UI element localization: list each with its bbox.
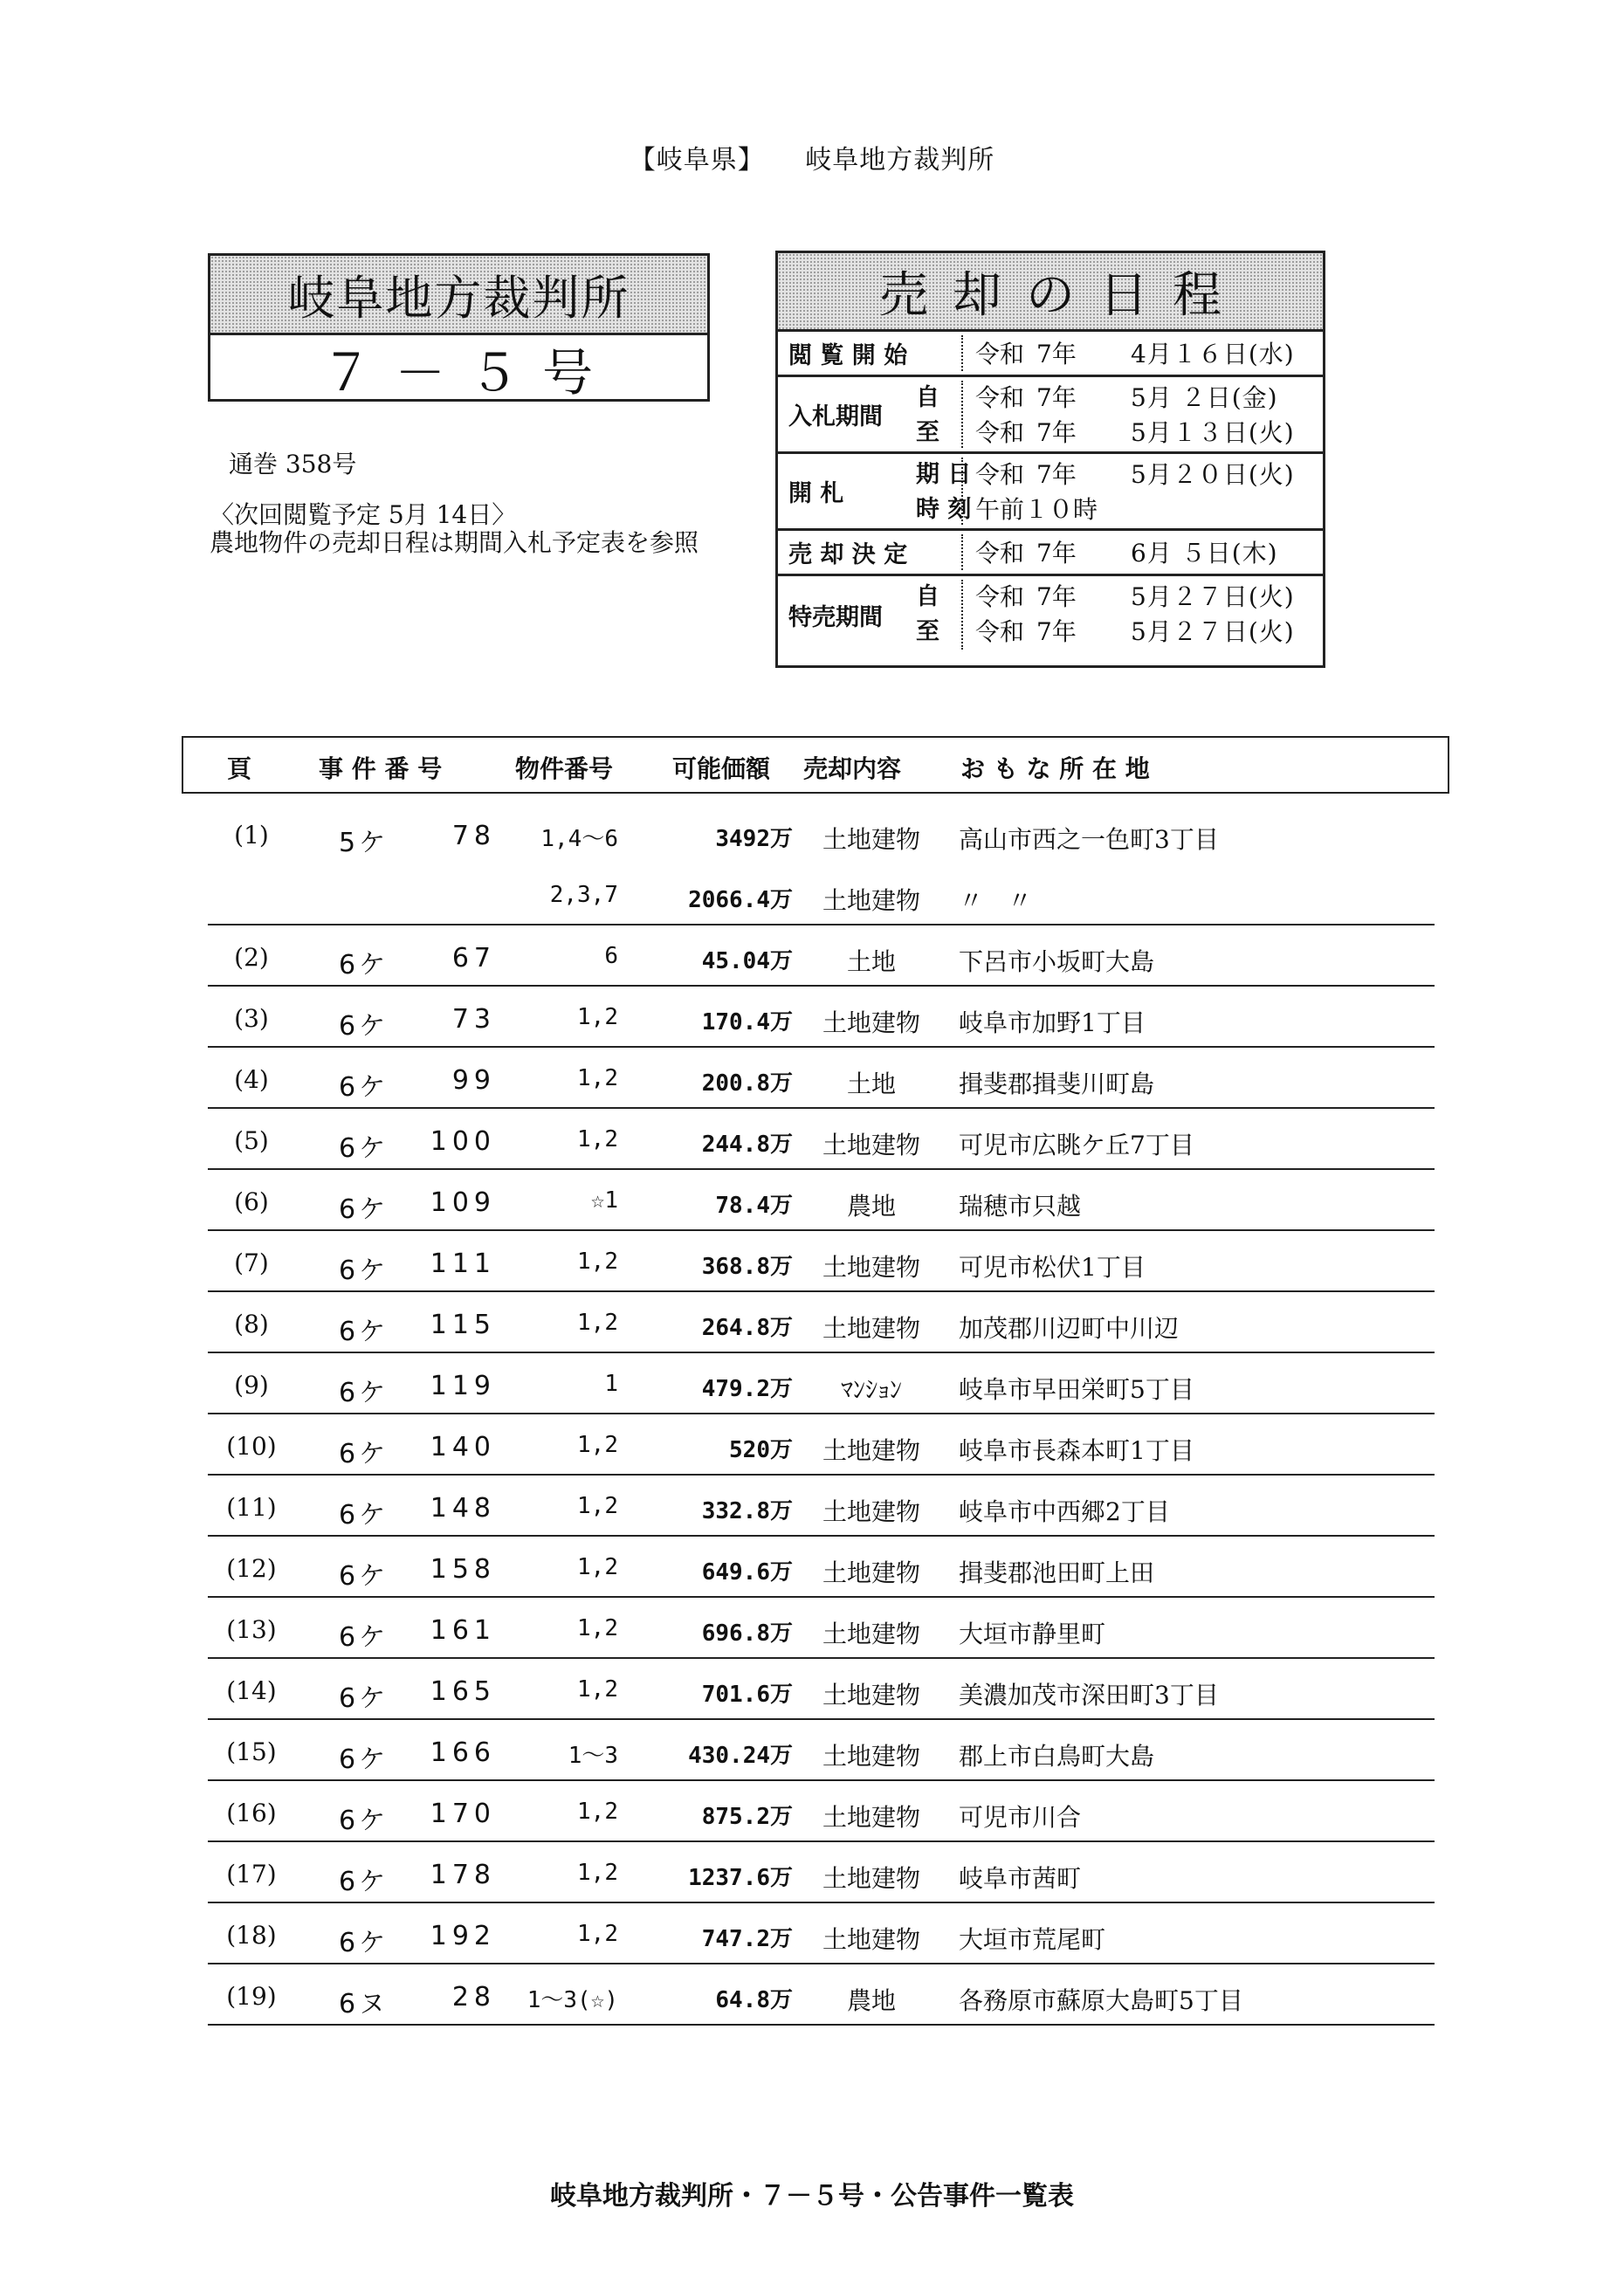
sale-type-cell: 土地建物 <box>822 1803 920 1832</box>
item-number-cell: 2,3,7 <box>549 882 618 908</box>
schedule-era: 令和 <box>975 617 1025 646</box>
location-cell: 加茂郡川辺町中川辺 <box>959 1314 1180 1343</box>
item-number-cell: 1,2 <box>577 1676 618 1703</box>
header-type: 売却内容 <box>803 754 902 783</box>
price-cell: 368.8万 <box>701 1254 793 1280</box>
price-cell: 875.2万 <box>701 1804 793 1830</box>
schedule-date-line <box>975 536 1314 571</box>
schedule-date: 5月 ２日(金) <box>1131 383 1278 412</box>
sale-type-cell: 土地 <box>846 1070 896 1098</box>
schedule-year: 7年 <box>1036 418 1077 447</box>
prefecture-label: 【岐阜県】 <box>629 145 765 175</box>
location-cell: 瑞穂市只越 <box>959 1192 1082 1221</box>
court-title-box <box>208 253 710 402</box>
case-type-cell: 6ケ <box>339 1500 389 1531</box>
case-type-cell: 6ケ <box>339 1622 389 1653</box>
table-row <box>208 864 1435 925</box>
location-cell: 可児市松伏1丁目 <box>959 1253 1146 1282</box>
schedule-era: 午前１０時 <box>975 495 1098 524</box>
price-cell: 1237.6万 <box>688 1865 793 1891</box>
schedule-date: 5月１３日(火) <box>1131 418 1295 447</box>
price-cell: 479.2万 <box>701 1376 793 1402</box>
page-header <box>0 138 1624 176</box>
page-number-cell: (16) <box>226 1799 277 1827</box>
schedule-title: 売却の日程 <box>778 253 1323 332</box>
schedule-sublabel: 至 <box>916 419 939 446</box>
case-type-cell: 6ケ <box>339 1561 389 1592</box>
header-page: 頁 <box>227 754 252 783</box>
table-row <box>208 1292 1435 1353</box>
case-type-cell: 5ケ <box>339 828 389 858</box>
schedule-date: 5月２７日(火) <box>1131 617 1295 646</box>
case-number-cell: 111 <box>430 1249 496 1279</box>
case-number-cell: 99 <box>451 1065 496 1096</box>
schedule-date-line <box>975 580 1314 615</box>
price-cell: 520万 <box>729 1437 793 1463</box>
sale-schedule-box <box>775 251 1325 668</box>
location-cell: 大垣市荒尾町 <box>959 1925 1106 1954</box>
schedule-label: 開 札 <box>788 480 844 507</box>
table-row <box>208 1170 1435 1231</box>
price-cell: 701.6万 <box>701 1682 793 1708</box>
page-number-cell: (8) <box>234 1310 269 1338</box>
sale-type-cell: 土地建物 <box>822 1558 920 1587</box>
table-row <box>208 803 1435 864</box>
location-cell: 岐阜市中西郷2丁目 <box>959 1497 1170 1526</box>
schedule-year: 7年 <box>1036 460 1077 489</box>
price-cell: 200.8万 <box>701 1070 793 1097</box>
item-number-cell: 1,2 <box>577 1310 618 1336</box>
page-number-cell: (17) <box>226 1860 277 1889</box>
page-number-cell: (7) <box>234 1249 269 1277</box>
location-cell: 岐阜市加野1丁目 <box>959 1008 1146 1037</box>
price-cell: 430.24万 <box>688 1743 793 1769</box>
price-cell: 45.04万 <box>701 948 793 974</box>
sale-type-cell: 土地 <box>846 947 896 976</box>
table-row <box>208 1537 1435 1598</box>
issue-number: ７ － ５ 号 <box>320 343 597 402</box>
item-number-cell: 1,2 <box>577 1065 618 1091</box>
item-number-cell: 6 <box>604 943 618 969</box>
table-row <box>208 1353 1435 1414</box>
page-number-cell: (18) <box>226 1921 277 1950</box>
price-cell: 244.8万 <box>701 1132 793 1158</box>
schedule-sublabel: 時 刻 <box>916 496 972 523</box>
case-type-cell: 6ケ <box>339 1011 389 1042</box>
location-cell: 揖斐郡池田町上田 <box>959 1558 1155 1587</box>
price-cell: 3492万 <box>715 826 793 852</box>
case-number-cell: 158 <box>430 1554 496 1585</box>
table-row <box>208 1048 1435 1109</box>
schedule-date: 5月２０日(火) <box>1131 460 1295 489</box>
table-row <box>208 1781 1435 1842</box>
item-number-cell: 1,2 <box>577 1554 618 1580</box>
schedule-era: 令和 <box>975 383 1025 412</box>
item-number-cell: 1,4～6 <box>540 826 618 852</box>
schedule-row <box>778 332 1323 377</box>
schedule-rows <box>778 332 1323 653</box>
schedule-era: 令和 <box>975 340 1025 368</box>
next-viewing-note: 〈次回閲覧予定 5月 14日〉 <box>210 500 517 529</box>
schedule-row <box>778 576 1323 653</box>
location-cell: 〃 〃 <box>959 886 1033 915</box>
location-cell: 各務原市蘇原大島町5丁目 <box>959 1986 1243 2015</box>
item-number-cell: 1,2 <box>577 1615 618 1641</box>
schedule-values <box>975 536 1314 571</box>
table-row <box>208 1964 1435 2026</box>
schedule-sublabel: 期 日 <box>916 461 972 488</box>
item-number-cell: 1 <box>604 1371 618 1397</box>
schedule-separator <box>961 335 963 371</box>
case-type-cell: 6ヌ <box>339 1989 389 2019</box>
item-number-cell: 1～3 <box>568 1743 618 1769</box>
case-number-cell: 100 <box>430 1126 496 1157</box>
price-cell: 332.8万 <box>701 1498 793 1524</box>
schedule-era: 令和 <box>975 460 1025 489</box>
case-type-cell: 6ケ <box>339 1806 389 1836</box>
table-row <box>208 1720 1435 1781</box>
table-row <box>208 1109 1435 1170</box>
location-cell: 郡上市白鳥町大島 <box>959 1742 1155 1771</box>
schedule-separator <box>961 534 963 570</box>
item-number-cell: 1,2 <box>577 1921 618 1947</box>
sale-type-cell: 土地建物 <box>822 1314 920 1343</box>
sale-type-cell: 農地 <box>846 1986 896 2015</box>
schedule-year: 7年 <box>1036 340 1077 368</box>
page-number-cell: (14) <box>226 1676 277 1705</box>
case-number-cell: 192 <box>430 1921 496 1951</box>
schedule-values <box>975 458 1314 527</box>
schedule-separator <box>961 381 963 448</box>
case-type-cell: 6ケ <box>339 1439 389 1469</box>
page-number-cell: (10) <box>226 1432 277 1461</box>
table-row <box>208 987 1435 1048</box>
case-type-cell: 6ケ <box>339 1378 389 1408</box>
case-number-cell: 170 <box>430 1799 496 1829</box>
location-cell: 岐阜市長森本町1丁目 <box>959 1436 1194 1465</box>
schedule-date-line <box>975 381 1314 416</box>
case-number-cell: 119 <box>430 1371 496 1401</box>
item-number-cell: 1,2 <box>577 1493 618 1519</box>
header-item: 物件番号 <box>515 754 614 783</box>
schedule-date: 5月２７日(火) <box>1131 582 1295 611</box>
schedule-values <box>975 381 1314 451</box>
schedule-label: 特売期間 <box>788 603 883 631</box>
sale-type-cell: 農地 <box>846 1192 896 1221</box>
schedule-label: 閲 覧 開 始 <box>788 342 908 369</box>
schedule-separator <box>961 580 963 650</box>
location-cell: 可児市広眺ケ丘7丁目 <box>959 1131 1194 1159</box>
table-row <box>208 1231 1435 1292</box>
schedule-year: 7年 <box>1036 582 1077 611</box>
price-cell: 78.4万 <box>715 1193 793 1219</box>
location-cell: 高山市西之一色町3丁目 <box>959 825 1219 854</box>
item-number-cell: 1～3(☆) <box>526 1987 618 2013</box>
page-number-cell: (11) <box>226 1493 277 1522</box>
schedule-era: 令和 <box>975 539 1025 568</box>
schedule-sublabel: 自 <box>916 384 939 411</box>
case-type-cell: 6ケ <box>339 950 389 980</box>
table-row <box>208 1659 1435 1720</box>
item-number-cell: ☆1 <box>590 1187 618 1214</box>
location-cell: 岐阜市早田栄町5丁目 <box>959 1375 1194 1404</box>
sale-type-cell: 土地建物 <box>822 1008 920 1037</box>
court-name: 岐阜地方裁判所 <box>210 256 707 335</box>
case-type-cell: 6ケ <box>339 1744 389 1775</box>
header-location: お も な 所 在 地 <box>960 754 1150 783</box>
table-row <box>208 1903 1435 1964</box>
schedule-date-line <box>975 615 1314 650</box>
page-footer: 岐阜地方裁判所・７－５号・公告事件一覧表 <box>550 2181 1074 2212</box>
case-type-cell: 6ケ <box>339 1683 389 1714</box>
location-cell: 下呂市小坂町大島 <box>959 947 1155 976</box>
schedule-date-line <box>975 458 1314 492</box>
table-row <box>208 1598 1435 1659</box>
schedule-row <box>778 454 1323 531</box>
price-cell: 696.8万 <box>701 1620 793 1647</box>
page-number-cell: (9) <box>234 1371 269 1400</box>
sale-type-cell: 土地建物 <box>822 1925 920 1954</box>
item-number-cell: 1,2 <box>577 1249 618 1275</box>
page-number-cell: (5) <box>234 1126 269 1155</box>
schedule-date: 4月１６日(水) <box>1131 340 1295 368</box>
case-type-cell: 6ケ <box>339 1194 389 1225</box>
page-number-cell: (3) <box>234 1004 269 1033</box>
location-cell: 大垣市静里町 <box>959 1620 1106 1648</box>
sale-type-cell: 土地建物 <box>822 825 920 854</box>
table-row <box>208 1842 1435 1903</box>
schedule-date-line <box>975 492 1314 527</box>
item-number-cell: 1,2 <box>577 1004 618 1030</box>
case-number-cell: 178 <box>430 1860 496 1890</box>
farmland-note: 農地物件の売却日程は期間入札予定表を参照 <box>210 528 699 557</box>
page-number-cell: (13) <box>226 1615 277 1644</box>
case-type-cell: 6ケ <box>339 1072 389 1103</box>
header-case: 事 件 番 号 <box>319 754 443 783</box>
price-cell: 264.8万 <box>701 1315 793 1341</box>
sale-type-cell: 土地建物 <box>822 1436 920 1465</box>
schedule-era: 令和 <box>975 418 1025 447</box>
table-header <box>182 736 1449 794</box>
schedule-date: 6月 ５日(木) <box>1131 539 1278 568</box>
item-number-cell: 1,2 <box>577 1432 618 1458</box>
sale-type-cell: 土地建物 <box>822 1253 920 1282</box>
sale-type-cell: 土地建物 <box>822 1497 920 1526</box>
case-number-cell: 78 <box>451 821 496 851</box>
schedule-year: 7年 <box>1036 617 1077 646</box>
page-number-cell: (12) <box>226 1554 277 1583</box>
item-number-cell: 1,2 <box>577 1860 618 1886</box>
case-number-cell: 115 <box>430 1310 496 1340</box>
case-type-cell: 6ケ <box>339 1928 389 1958</box>
price-cell: 64.8万 <box>715 1987 793 2013</box>
case-number-cell: 73 <box>451 1004 496 1035</box>
page-number-cell: (19) <box>226 1982 277 2011</box>
item-number-cell: 1,2 <box>577 1799 618 1825</box>
case-type-cell: 6ケ <box>339 1133 389 1164</box>
page-number-cell: (6) <box>234 1187 269 1216</box>
sale-type-cell: 土地建物 <box>822 1742 920 1771</box>
price-cell: 170.4万 <box>701 1009 793 1035</box>
sale-type-cell: 土地建物 <box>822 1864 920 1893</box>
page-number-cell: (4) <box>234 1065 269 1094</box>
schedule-year: 7年 <box>1036 383 1077 412</box>
schedule-sublabel: 自 <box>916 583 939 610</box>
schedule-sublabel: 至 <box>916 618 939 645</box>
case-type-cell: 6ケ <box>339 1256 389 1286</box>
case-number-cell: 161 <box>430 1615 496 1646</box>
schedule-year: 7年 <box>1036 539 1077 568</box>
schedule-date-line <box>975 337 1314 372</box>
case-number-cell: 109 <box>430 1187 496 1218</box>
schedule-era: 令和 <box>975 582 1025 611</box>
sale-type-cell: 土地建物 <box>822 1131 920 1159</box>
case-number-cell: 166 <box>430 1737 496 1768</box>
sale-type-cell: 土地建物 <box>822 1681 920 1710</box>
schedule-values <box>975 337 1314 372</box>
sale-type-cell: 土地建物 <box>822 886 920 915</box>
schedule-date-line <box>975 416 1314 451</box>
price-cell: 649.6万 <box>701 1559 793 1586</box>
court-label: 岐阜地方裁判所 <box>805 145 995 175</box>
case-number-cell: 140 <box>430 1432 496 1462</box>
page-number-cell: (1) <box>234 821 269 850</box>
schedule-label: 入札期間 <box>788 403 883 430</box>
location-cell: 可児市川合 <box>959 1803 1082 1832</box>
item-number-cell: 1,2 <box>577 1126 618 1152</box>
case-type-cell: 6ケ <box>339 1317 389 1347</box>
page-number-cell: (2) <box>234 943 269 972</box>
location-cell: 美濃加茂市深田町3丁目 <box>959 1681 1219 1710</box>
case-number-cell: 28 <box>451 1982 496 2012</box>
table-row <box>208 1414 1435 1476</box>
price-cell: 747.2万 <box>701 1926 793 1952</box>
case-number-cell: 148 <box>430 1493 496 1524</box>
schedule-row <box>778 531 1323 576</box>
table-row <box>208 1476 1435 1537</box>
location-cell: 岐阜市茜町 <box>959 1864 1082 1893</box>
schedule-row <box>778 377 1323 454</box>
schedule-label: 売 却 決 定 <box>788 541 908 568</box>
table-row <box>208 925 1435 987</box>
notes <box>210 501 698 557</box>
volume-number: 通巻 358号 <box>229 450 357 478</box>
case-number-cell: 67 <box>451 943 496 974</box>
price-cell: 2066.4万 <box>688 887 793 913</box>
case-type-cell: 6ケ <box>339 1867 389 1897</box>
sale-type-cell: ﾏﾝｼｮﾝ <box>840 1375 902 1404</box>
schedule-values <box>975 580 1314 650</box>
sale-type-cell: 土地建物 <box>822 1620 920 1648</box>
header-price: 可能価額 <box>672 754 771 783</box>
page-number-cell: (15) <box>226 1737 277 1766</box>
case-number-cell: 165 <box>430 1676 496 1707</box>
location-cell: 揖斐郡揖斐川町島 <box>959 1070 1155 1098</box>
